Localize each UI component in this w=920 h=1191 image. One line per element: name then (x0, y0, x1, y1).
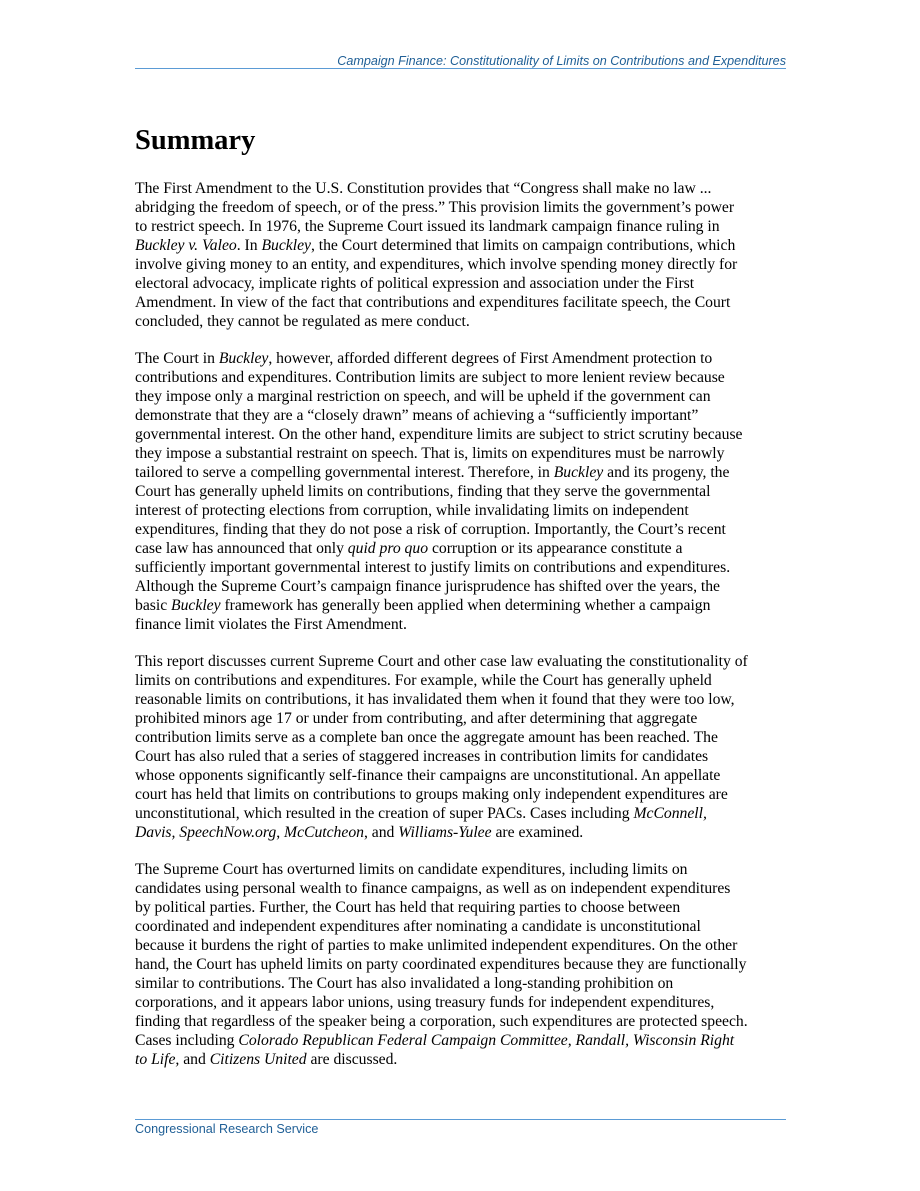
italic-case-name: Buckley (218, 350, 269, 367)
text-run: Court has also ruled that a series of staggered increases in contribution limits for candidates (135, 748, 709, 765)
text-line (135, 368, 790, 387)
text-run: they impose only a marginal restriction on speech, and will be upheld if the government can (135, 388, 711, 405)
text-line (135, 558, 790, 577)
text-run: because it burdens the right of parties to make unlimited independent expenditures. On the other (135, 937, 738, 954)
italic-case-name: Citizens United (209, 1051, 307, 1068)
text-run: they impose a substantial restraint on speech. That is, limits on expenditures must be narrowly (135, 445, 725, 462)
text-run: case law has announced that only (135, 540, 348, 557)
text-line (135, 690, 790, 709)
text-run: demonstrate that they are a “closely drawn” means of achieving a “sufficiently important” (135, 407, 699, 424)
text-line (135, 936, 790, 955)
text-run: contribution limits serve as a complete ban once the aggregate amount has been reached. The (135, 729, 718, 746)
text-line (135, 785, 790, 804)
text-run: , however, afforded different degrees of First Amendment protection to (268, 350, 713, 367)
text-line (135, 671, 790, 690)
page-title: Summary (135, 125, 256, 156)
text-line (135, 766, 790, 785)
italic-case-name: Buckley v. Valeo (135, 237, 237, 254)
text-line (135, 577, 790, 596)
text-line (135, 1031, 790, 1050)
text-run: abridging the freedom of speech, or of the press.” This provision limits the government’s power (135, 199, 735, 216)
text-run: governmental interest. On the other hand, expenditure limits are subject to strict scrutiny because (135, 426, 743, 443)
text-run: The Supreme Court has overturned limits on candidate expenditures, including limits on (135, 861, 688, 878)
text-line (135, 709, 790, 728)
text-run: corporations, and it appears labor unions, using treasury funds for independent expenditures, (135, 994, 715, 1011)
text-run: contributions and expenditures. Contribution limits are subject to more lenient review because (135, 369, 725, 386)
text-run: unconstitutional, which resulted in the creation of super PACs. Cases including (135, 805, 634, 822)
text-run: similar to contributions. The Court has also invalidated a long-standing prohibition on (135, 975, 674, 992)
text-line (135, 482, 790, 501)
italic-case-name: Buckley (261, 237, 311, 254)
footer-divider (135, 1119, 786, 1120)
text-run: involve giving money to an entity, and expenditures, which involve spending money directly for (135, 256, 738, 273)
text-line (135, 823, 790, 842)
text-line (135, 179, 790, 198)
text-run: tailored to serve a compelling governmental interest. Therefore, in (135, 464, 554, 481)
italic-case-name: McConnell, (633, 805, 707, 822)
header-divider (135, 68, 786, 69)
text-line (135, 463, 790, 482)
text-run: coordinated and independent expenditures after nominating a candidate is unconstitutional (135, 918, 701, 935)
text-run: , and (363, 824, 399, 841)
text-line (135, 879, 790, 898)
text-run: Cases including (135, 1032, 239, 1049)
text-line (135, 1050, 790, 1069)
text-line (135, 387, 790, 406)
italic-case-name: Buckley (553, 464, 604, 481)
text-line (135, 274, 790, 293)
italic-case-name: Colorado Republican Federal Campaign Committee, Randall, Wisconsin Right (238, 1032, 735, 1049)
text-run: . In (236, 237, 262, 254)
text-run: reasonable limits on contributions, it has invalidated them when it found that they were too low, (135, 691, 735, 708)
text-line (135, 520, 790, 539)
text-run: This report discusses current Supreme Court and other case law evaluating the constitutionality of (135, 653, 748, 670)
text-line (135, 747, 790, 766)
text-line (135, 217, 790, 236)
text-run: sufficiently important governmental interest to justify limits on contributions and expenditures. (135, 559, 731, 576)
text-run: to restrict speech. In 1976, the Supreme Court issued its landmark campaign finance ruling in (135, 218, 720, 235)
running-header-title: Campaign Finance: Constitutionality of Limits on Contributions and Expenditures (337, 54, 786, 68)
text-line (135, 444, 790, 463)
text-run: and its progeny, the (603, 464, 730, 481)
summary-body (135, 179, 790, 1087)
text-run: Court has generally upheld limits on contributions, finding that they serve the governmental (135, 483, 711, 500)
italic-case-name: McCutcheon (284, 824, 364, 841)
text-line (135, 198, 790, 217)
text-run: corruption or its appearance constitute a (428, 540, 683, 557)
text-run: concluded, they cannot be regulated as mere conduct. (135, 313, 470, 330)
text-run: limits on contributions and expenditures. For example, while the Court has generally upheld (135, 672, 712, 689)
text-run: are examined. (491, 824, 584, 841)
text-run: electoral advocacy, implicate rights of political expression and association under the First (135, 275, 695, 292)
text-run: finance limit violates the First Amendment. (135, 616, 407, 633)
text-run: basic (135, 597, 172, 614)
running-footer-source: Congressional Research Service (135, 1122, 319, 1136)
text-run: court has held that limits on contributions to groups making only independent expenditures are (135, 786, 728, 803)
text-run: framework has generally been applied when determining whether a campaign (220, 597, 711, 614)
text-run: candidates using personal wealth to finance campaigns, as well as on independent expenditures (135, 880, 731, 897)
text-line (135, 255, 790, 274)
text-run: and (179, 1051, 210, 1068)
text-line (135, 993, 790, 1012)
text-line (135, 349, 790, 368)
text-line (135, 539, 790, 558)
text-run: prohibited minors age 17 or under from contributing, and after determining that aggregate (135, 710, 698, 727)
text-run: , (276, 824, 285, 841)
italic-case-name: Williams-Yulee (398, 824, 492, 841)
text-line (135, 728, 790, 747)
text-run: are discussed. (306, 1051, 398, 1068)
text-line (135, 804, 790, 823)
text-run: , the Court determined that limits on campaign contributions, which (310, 237, 736, 254)
summary-paragraph (135, 652, 790, 842)
summary-paragraph (135, 860, 790, 1069)
italic-case-name: quid pro quo (347, 540, 429, 557)
text-run: hand, the Court has upheld limits on party coordinated expenditures because they are functionally (135, 956, 747, 973)
text-line (135, 955, 790, 974)
text-run: The Court in (135, 350, 219, 367)
text-line (135, 425, 790, 444)
text-line (135, 406, 790, 425)
text-line (135, 974, 790, 993)
text-run: by political parties. Further, the Court has held that requiring parties to choose between (135, 899, 681, 916)
text-run: expenditures, finding that they do not pose a risk of corruption. Importantly, the Court’s recent (135, 521, 726, 538)
italic-case-name: Davis, SpeechNow.org (135, 824, 277, 841)
text-run: Although the Supreme Court’s campaign finance jurisprudence has shifted over the years, the (135, 578, 720, 595)
text-line (135, 501, 790, 520)
text-line (135, 293, 790, 312)
italic-case-name: to Life, (135, 1051, 180, 1068)
text-line (135, 236, 790, 255)
text-run: Amendment. In view of the fact that contributions and expenditures facilitate speech, the Court (135, 294, 731, 311)
text-line (135, 898, 790, 917)
text-line (135, 312, 790, 331)
text-line (135, 860, 790, 879)
text-line (135, 1012, 790, 1031)
text-run: finding that regardless of the speaker being a corporation, such expenditures are protected speech. (135, 1013, 748, 1030)
text-line (135, 917, 790, 936)
text-line (135, 652, 790, 671)
italic-case-name: Buckley (171, 597, 221, 614)
text-line (135, 615, 790, 634)
text-line (135, 596, 790, 615)
summary-paragraph (135, 179, 790, 331)
text-run: whose opponents significantly self-finance their campaigns are unconstitutional. An appellate (135, 767, 721, 784)
summary-paragraph (135, 349, 790, 634)
text-run: interest of protecting elections from corruption, while invalidating limits on independent (135, 502, 689, 519)
text-run: The First Amendment to the U.S. Constitution provides that “Congress shall make no law ... (135, 180, 712, 197)
